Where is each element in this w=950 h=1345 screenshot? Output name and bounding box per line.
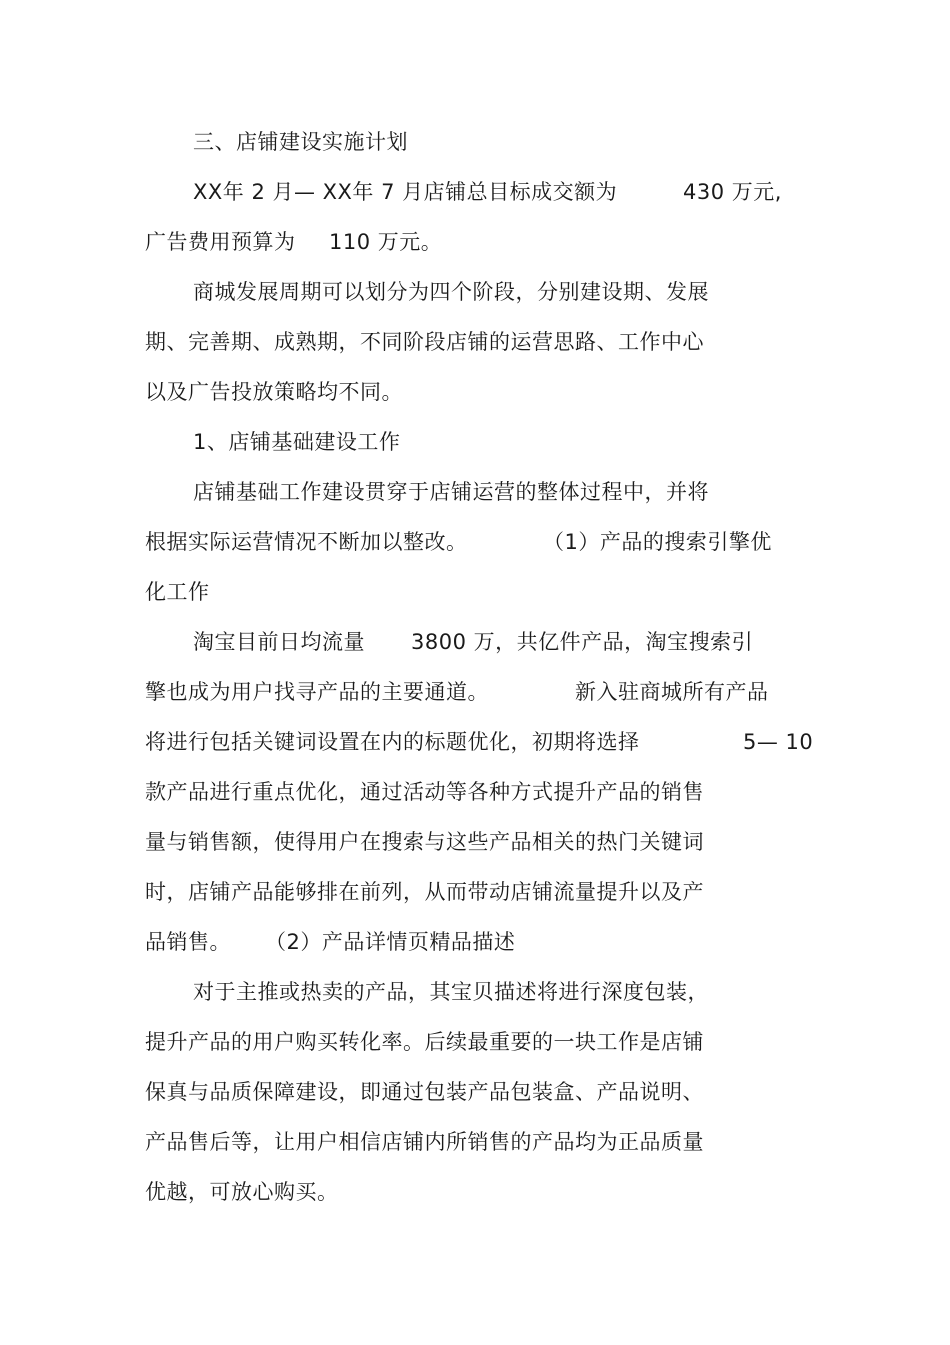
text-segment: 新入驻商城所有产品 <box>575 680 769 704</box>
paragraph-line: 商城发展周期可以划分为四个阶段，分别建设期、发展 <box>193 280 709 304</box>
paragraph-line: 量与销售额，使得用户在搜索与这些产品相关的热门关键词 <box>145 830 704 854</box>
paragraph-line: 时，店铺产品能够排在前列，从而带动店铺流量提升以及产 <box>145 880 704 904</box>
paragraph-line <box>145 678 795 706</box>
paragraph-line: 期、完善期、成熟期，不同阶段店铺的运营思路、工作中心 <box>145 330 704 354</box>
paragraph-line <box>145 928 595 956</box>
subheading: 1、店铺基础建设工作 <box>193 430 401 454</box>
text-segment: 110 万元。 <box>329 230 443 254</box>
section-heading: 三、店铺建设实施计划 <box>193 130 408 154</box>
paragraph-line: 产品售后等，让用户相信店铺内所销售的产品均为正品质量 <box>145 1130 704 1154</box>
paragraph-line <box>145 728 815 756</box>
paragraph-line <box>193 628 793 656</box>
text-segment: （1）产品的搜索引擎优 <box>543 530 772 554</box>
text-segment: XX年 2 月— XX年 7 月店铺总目标成交额为 <box>193 180 618 204</box>
paragraph-line <box>193 178 793 206</box>
text-segment: （2）产品详情页精品描述 <box>265 930 516 954</box>
text-segment: 将进行包括关键词设置在内的标题优化，初期将选择 <box>145 730 640 754</box>
paragraph-line: 店铺基础工作建设贯穿于店铺运营的整体过程中，并将 <box>193 480 709 504</box>
text-segment: 根据实际运营情况不断加以整改。 <box>145 530 468 554</box>
text-segment: 430 万元, <box>683 180 782 204</box>
text-segment: 3800 万，共亿件产品，淘宝搜索引 <box>411 630 754 654</box>
text-segment: 广告费用预算为 <box>145 230 296 254</box>
paragraph-line: 提升产品的用户购买转化率。后续最重要的一块工作是店铺 <box>145 1030 704 1054</box>
paragraph-line <box>145 528 795 556</box>
paragraph-line: 款产品进行重点优化，通过活动等各种方式提升产品的销售 <box>145 780 704 804</box>
text-segment: 5— 10 <box>743 730 814 754</box>
paragraph-line: 化工作 <box>145 580 210 604</box>
paragraph-line <box>145 228 545 256</box>
paragraph-line: 保真与品质保障建设，即通过包装产品包装盒、产品说明、 <box>145 1080 704 1104</box>
paragraph-line: 对于主推或热卖的产品，其宝贝描述将进行深度包装， <box>193 980 709 1004</box>
text-segment: 淘宝目前日均流量 <box>193 630 365 654</box>
text-segment: 擎也成为用户找寻产品的主要通道。 <box>145 680 489 704</box>
paragraph-line: 优越，可放心购买。 <box>145 1180 339 1204</box>
paragraph-line: 以及广告投放策略均不同。 <box>145 380 403 404</box>
text-segment: 品销售。 <box>145 930 231 954</box>
